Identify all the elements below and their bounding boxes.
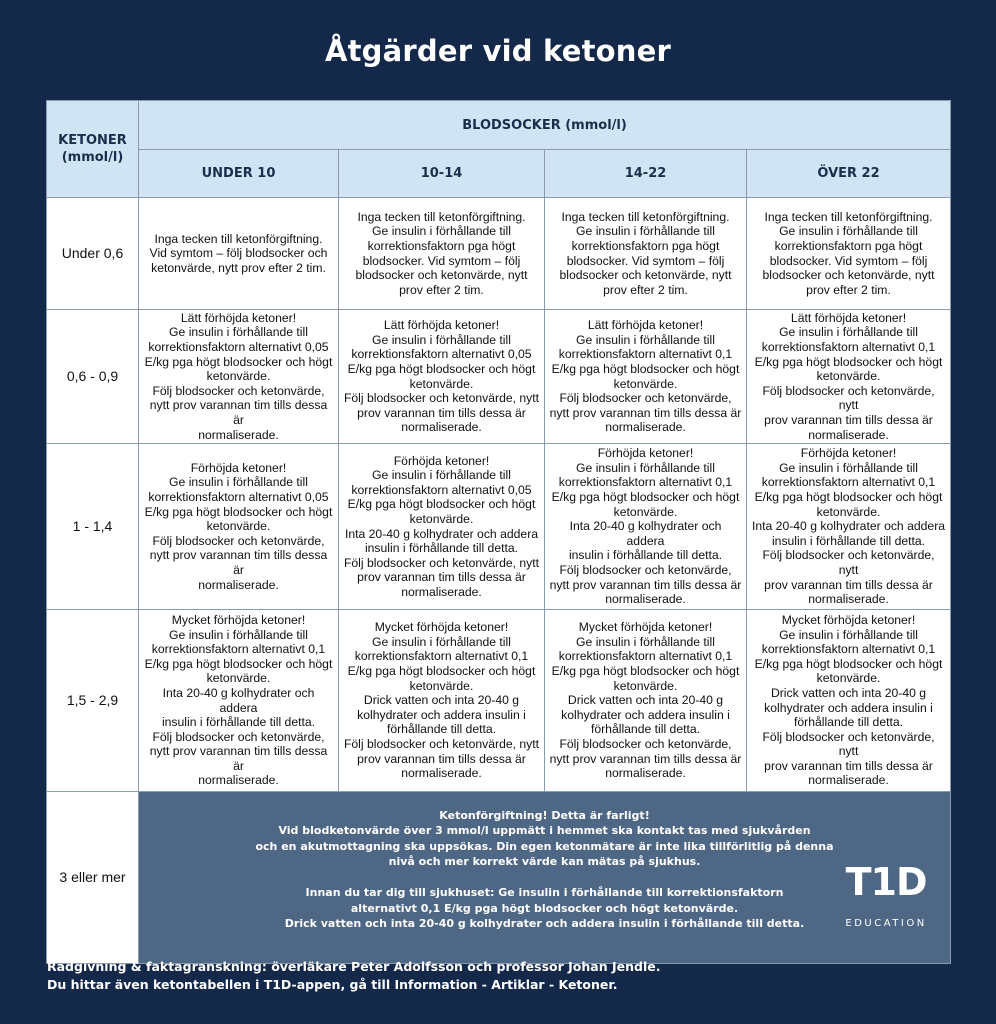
table-cell: Lätt förhöjda ketoner! Ge insulin i förhållande till korrektionsfaktorn alternativt 0,1 E/kg pga högt blodsocker och högt ketonvärde. Följ blodsocker och ketonvärde, nytt prov varannan tim tills dessa är normaliserade. <box>747 310 951 444</box>
footer-line-2: Du hittar även ketontabellen i T1D-appen, gå till Information - Artiklar - Ketoner. <box>47 977 618 992</box>
table-row <box>47 310 951 444</box>
danger-text: Ketonförgiftning! Detta är farligt! Vid blodketonvärde över 3 mmol/l uppmätt i hemmet ska kontakt tas med sjukvården och en akutmottagning ska uppsökas. Din egen ketonmätare är inte lika tillförlitlig på denna nivå och mer korrekt värde kan mätas på sjukhus. Innan du tar dig till sjukhuset: Ge insulin i förhållande till korrektionsfaktorn alternativt 0,1 E/kg pga högt blodsocker och högt ketonvärde. Drick vatten och inta 20-40 g kolhydrater och addera insulin i förhållande till detta. <box>255 808 834 930</box>
table-cell: Lätt förhöjda ketoner! Ge insulin i förhållande till korrektionsfaktorn alternativt 0,05 E/kg pga högt blodsocker och högt ketonvärde. Följ blodsocker och ketonvärde, nytt prov varannan tim tills dessa är normaliserade. <box>139 310 339 444</box>
page-title: Åtgärder vid ketoner <box>324 34 672 68</box>
table-row <box>47 444 951 610</box>
t1d-logo <box>840 846 932 947</box>
table-cell: Lätt förhöjda ketoner! Ge insulin i förhållande till korrektionsfaktorn alternativt 0,05 E/kg pga högt blodsocker och högt ketonvärde. Följ blodsocker och ketonvärde, nytt prov varannan tim tills dessa är normaliserade. <box>339 310 545 444</box>
table-cell: Inga tecken till ketonförgiftning. Vid symtom – följ blodsocker och ketonvärde, nytt prov efter 2 tim. <box>139 198 339 310</box>
table-cell: Mycket förhöjda ketoner! Ge insulin i förhållande till korrektionsfaktorn alternativt 0,1 E/kg pga högt blodsocker och högt ketonvärde. Drick vatten och inta 20-40 g kolhydrater och addera insulin i förhållande till detta. Följ blodsocker och ketonvärde, nytt prov varannan tim tills dessa är normaliserade. <box>545 610 747 792</box>
row-label: 3 eller mer <box>47 792 139 964</box>
logo-mark: T1D <box>845 859 927 904</box>
table-cell: Förhöjda ketoner! Ge insulin i förhållande till korrektionsfaktorn alternativt 0,1 E/kg pga högt blodsocker och högt ketonvärde. Inta 20-40 g kolhydrater och addera insulin i förhållande till detta. Följ blodsocker och ketonvärde, nytt prov varannan tim tills dessa är normaliserade. <box>545 444 747 610</box>
table-cell: Inga tecken till ketonförgiftning. Ge insulin i förhållande till korrektionsfaktorn pga högt blodsocker. Vid symtom – följ blodsocker och ketonvärde, nytt prov efter 2 tim. <box>339 198 545 310</box>
table-cell: Lätt förhöjda ketoner! Ge insulin i förhållande till korrektionsfaktorn alternativt 0,1 E/kg pga högt blodsocker och högt ketonvärde. Följ blodsocker och ketonvärde, nytt prov varannan tim tills dessa är normaliserade. <box>545 310 747 444</box>
table-cell: Mycket förhöjda ketoner! Ge insulin i förhållande till korrektionsfaktorn alternativt 0,1 E/kg pga högt blodsocker och högt ketonvärde. Drick vatten och inta 20-40 g kolhydrater och addera insulin i förhållande till detta. Följ blodsocker och ketonvärde, nytt prov varannan tim tills dessa är normaliserade. <box>339 610 545 792</box>
row-label: Under 0,6 <box>47 198 139 310</box>
row-label: 1,5 - 2,9 <box>47 610 139 792</box>
header-blodsocker: BLODSOCKER (mmol/l) <box>139 101 951 150</box>
table-row <box>47 198 951 310</box>
danger-row <box>47 792 951 964</box>
header-col-14-22: 14-22 <box>545 150 747 198</box>
ketone-table <box>46 100 951 964</box>
row-label: 0,6 - 0,9 <box>47 310 139 444</box>
table-cell: Mycket förhöjda ketoner! Ge insulin i förhållande till korrektionsfaktorn alternativt 0,1 E/kg pga högt blodsocker och högt ketonvärde. Inta 20-40 g kolhydrater och addera insulin i förhållande till detta. Följ blodsocker och ketonvärde, nytt prov varannan tim tills dessa är normaliserade. <box>139 610 339 792</box>
table-cell: Förhöjda ketoner! Ge insulin i förhållande till korrektionsfaktorn alternativt 0,05 E/kg pga högt blodsocker och högt ketonvärde. Inta 20-40 g kolhydrater och addera insulin i förhållande till detta. Följ blodsocker och ketonvärde, nytt prov varannan tim tills dessa är normaliserade. <box>339 444 545 610</box>
table-cell: Förhöjda ketoner! Ge insulin i förhållande till korrektionsfaktorn alternativt 0,05 E/kg pga högt blodsocker och högt ketonvärde. Följ blodsocker och ketonvärde, nytt prov varannan tim tills dessa är normaliserade. <box>139 444 339 610</box>
header-col-over-22: ÖVER 22 <box>747 150 951 198</box>
table-row <box>47 610 951 792</box>
table-cell: Inga tecken till ketonförgiftning. Ge insulin i förhållande till korrektionsfaktorn pga högt blodsocker. Vid symtom – följ blodsocker och ketonvärde, nytt prov efter 2 tim. <box>747 198 951 310</box>
header-col-under-10: UNDER 10 <box>139 150 339 198</box>
row-label: 1 - 1,4 <box>47 444 139 610</box>
footer <box>47 958 660 994</box>
table-cell: Inga tecken till ketonförgiftning. Ge insulin i förhållande till korrektionsfaktorn pga högt blodsocker. Vid symtom – följ blodsocker och ketonvärde, nytt prov efter 2 tim. <box>545 198 747 310</box>
danger-cell <box>139 792 951 964</box>
table-cell: Förhöjda ketoner! Ge insulin i förhållande till korrektionsfaktorn alternativt 0,1 E/kg pga högt blodsocker och högt ketonvärde. Inta 20-40 g kolhydrater och addera insulin i förhållande till detta. Följ blodsocker och ketonvärde, nytt prov varannan tim tills dessa är normaliserade. <box>747 444 951 610</box>
header-col-10-14: 10-14 <box>339 150 545 198</box>
logo-sub: EDUCATION <box>845 918 927 929</box>
table-cell: Mycket förhöjda ketoner! Ge insulin i förhållande till korrektionsfaktorn alternativt 0,1 E/kg pga högt blodsocker och högt ketonvärde. Drick vatten och inta 20-40 g kolhydrater och addera insulin i förhållande till detta. Följ blodsocker och ketonvärde, nytt prov varannan tim tills dessa är normaliserade. <box>747 610 951 792</box>
footer-line-1: Rådgivning & faktagranskning: överläkare Peter Adolfsson och professor Johan Jendle. <box>47 959 661 974</box>
header-ketoner: KETONER (mmol/l) <box>47 101 139 198</box>
